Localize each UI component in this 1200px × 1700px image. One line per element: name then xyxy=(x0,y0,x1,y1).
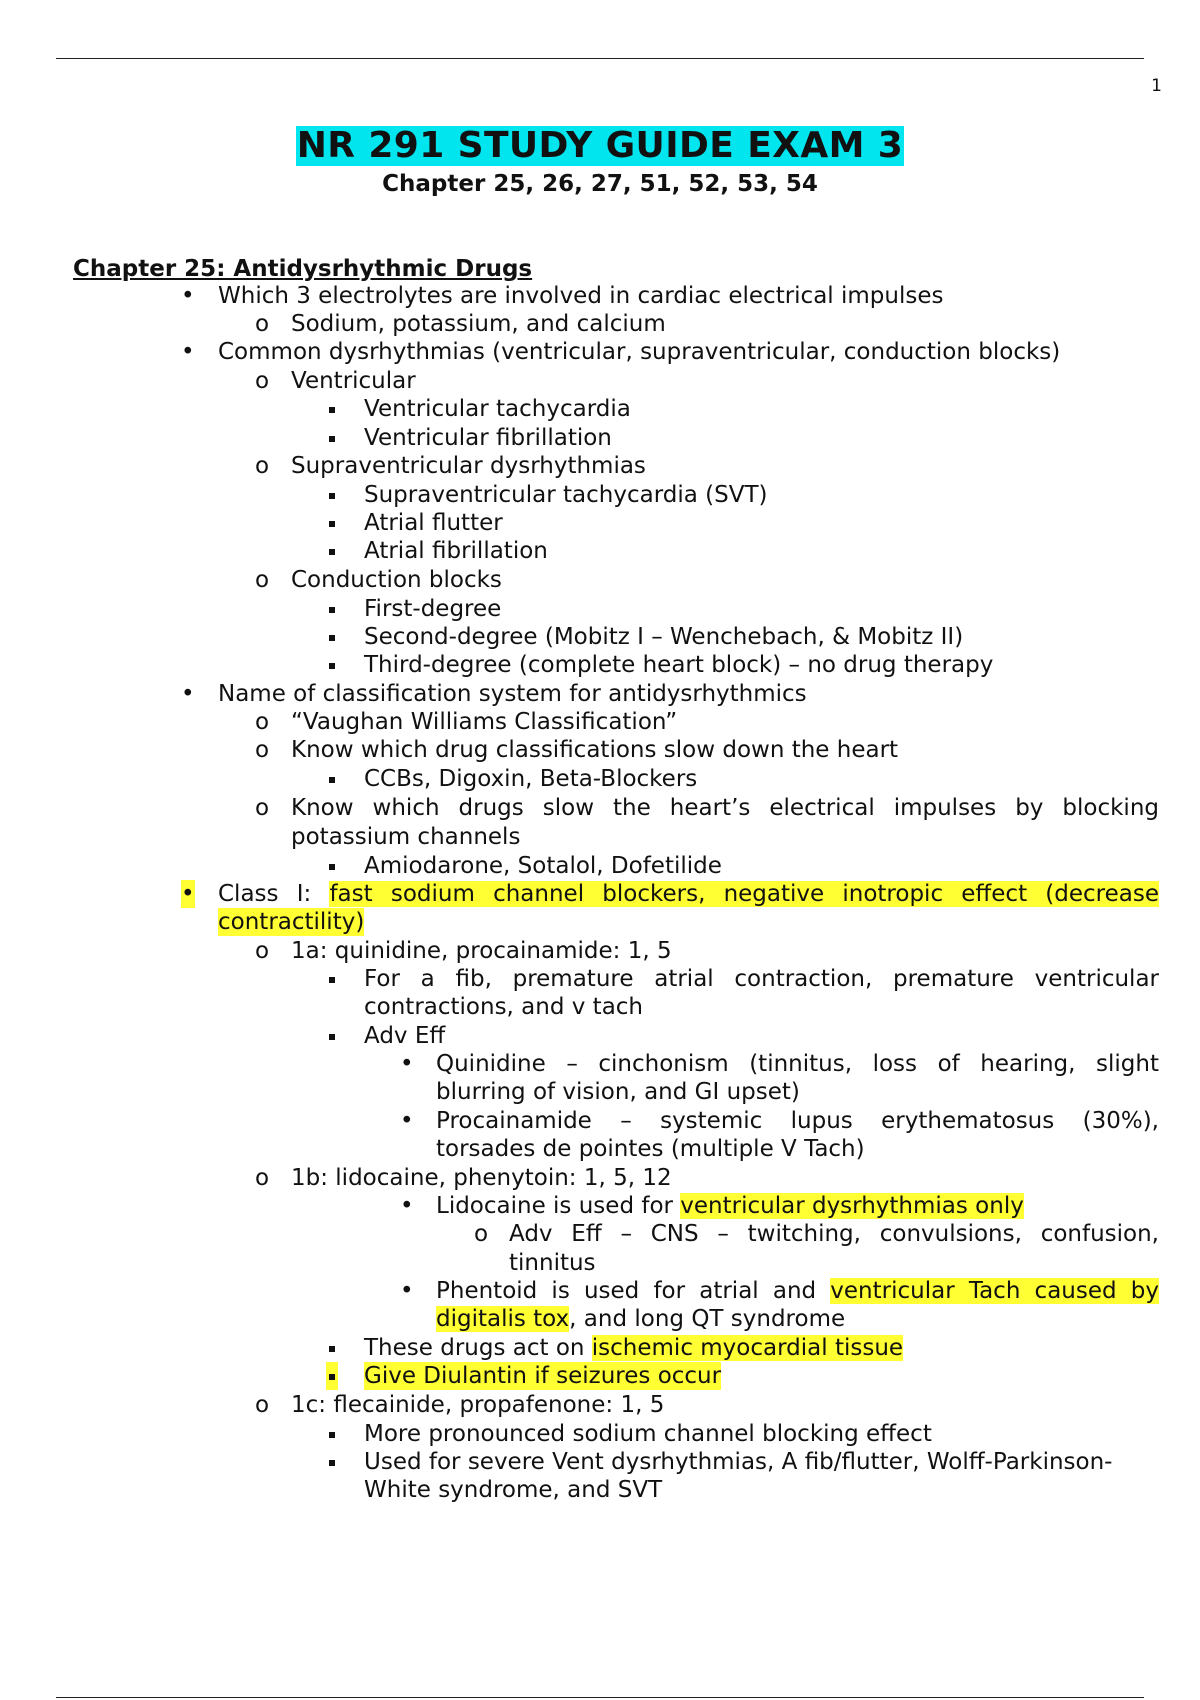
list-item: Ventricular tachycardia xyxy=(364,396,631,422)
list-item-continuation xyxy=(436,1305,845,1333)
disc-bullet-icon: • xyxy=(400,1051,414,1077)
disc-bullet-icon: • xyxy=(400,1193,414,1219)
square-bullet-icon xyxy=(329,424,335,452)
list-item: Supraventricular tachycardia (SVT) xyxy=(364,482,768,508)
circle-bullet-icon: o xyxy=(255,709,270,735)
list-item xyxy=(436,1192,1024,1220)
list-item: “Vaughan Williams Classification” xyxy=(291,709,678,735)
circle-bullet-icon: o xyxy=(255,938,270,964)
square-bullet-icon xyxy=(329,1448,335,1476)
header-rule xyxy=(56,58,1144,59)
list-item: Ventricular xyxy=(291,368,416,394)
square-bullet-icon xyxy=(329,509,335,537)
list-item xyxy=(436,1277,1159,1305)
page-number: 1 xyxy=(1151,76,1162,96)
highlighted-text: ischemic myocardial tissue xyxy=(591,1335,904,1361)
list-item: Adv Eff – CNS – twitching, convulsions, confusion, xyxy=(509,1221,1159,1247)
footer-rule xyxy=(56,1697,1144,1698)
disc-bullet-icon: • xyxy=(181,283,195,309)
circle-bullet-icon: o xyxy=(255,567,270,593)
circle-bullet-icon: o xyxy=(255,737,270,763)
list-item: Supraventricular dysrhythmias xyxy=(291,453,646,479)
list-item: Second-degree (Mobitz I – Wenchebach, & Mobitz II) xyxy=(364,624,964,650)
disc-bullet-icon: • xyxy=(181,881,195,907)
disc-bullet-icon: • xyxy=(400,1278,414,1304)
list-item: Amiodarone, Sotalol, Dofetilide xyxy=(364,853,722,879)
square-bullet-icon xyxy=(326,1362,338,1390)
list-item: Common dysrhythmias (ventricular, supraventricular, conduction blocks) xyxy=(218,339,1061,365)
list-item-continuation: contractions, and v tach xyxy=(364,994,644,1020)
highlighted-text: ventricular Tach caused by xyxy=(830,1278,1159,1304)
square-bullet-icon xyxy=(329,765,335,793)
square-bullet-icon xyxy=(329,1334,335,1362)
list-item: Quinidine – cinchonism (tinnitus, loss of hearing, slight xyxy=(436,1051,1159,1077)
list-item: Conduction blocks xyxy=(291,567,502,593)
circle-bullet-icon: o xyxy=(255,795,270,821)
square-bullet-icon xyxy=(329,1022,335,1050)
list-item: Name of classification system for antidysrhythmics xyxy=(218,681,807,707)
highlighted-text: contractility) xyxy=(218,909,365,935)
highlighted-text: ventricular dysrhythmias only xyxy=(680,1193,1024,1219)
list-item: Ventricular fibrillation xyxy=(364,425,612,451)
list-item xyxy=(218,880,1159,908)
list-item: Third-degree (complete heart block) – no drug therapy xyxy=(364,652,994,678)
circle-bullet-icon: o xyxy=(255,453,270,479)
disc-bullet-icon: • xyxy=(181,681,195,707)
square-bullet-icon xyxy=(329,595,335,623)
list-item: For a fib, premature atrial contraction, premature ventricular xyxy=(364,966,1159,992)
list-item: Used for severe Vent dysrhythmias, A fib/flutter, Wolff-Parkinson- xyxy=(364,1449,1113,1475)
document-subtitle: Chapter 25, 26, 27, 51, 52, 53, 54 xyxy=(382,171,818,197)
plain-text: These drugs act on xyxy=(364,1335,585,1361)
square-bullet-icon xyxy=(329,623,335,651)
circle-bullet-icon: o xyxy=(255,1392,270,1418)
circle-bullet-icon: o xyxy=(255,1165,270,1191)
square-bullet-icon xyxy=(329,852,335,880)
title-block xyxy=(0,126,1200,166)
list-item-continuation: tinnitus xyxy=(509,1250,596,1276)
highlighted-text: digitalis tox xyxy=(436,1306,570,1332)
disc-bullet-icon: • xyxy=(181,339,195,365)
list-item: First-degree xyxy=(364,596,502,622)
circle-bullet-icon: o xyxy=(474,1221,489,1247)
square-bullet-icon xyxy=(329,395,335,423)
square-bullet-icon xyxy=(329,537,335,565)
square-bullet-icon xyxy=(329,965,335,993)
class-label: Class I: xyxy=(218,881,312,907)
list-item-continuation: potassium channels xyxy=(291,824,521,850)
list-item: Know which drug classifications slow down the heart xyxy=(291,737,899,763)
list-item: CCBs, Digoxin, Beta-Blockers xyxy=(364,766,698,792)
square-bullet-icon xyxy=(329,481,335,509)
list-item: 1c: flecainide, propafenone: 1, 5 xyxy=(291,1392,665,1418)
disc-bullet-icon: • xyxy=(400,1108,414,1134)
square-bullet-icon xyxy=(329,651,335,679)
plain-text: Phentoid is used for atrial and xyxy=(436,1278,817,1304)
circle-bullet-icon: o xyxy=(255,311,270,337)
list-item xyxy=(364,1334,903,1362)
list-item: Know which drugs slow the heart’s electrical impulses by blocking xyxy=(291,795,1159,821)
list-item: Adv Eff xyxy=(364,1023,446,1049)
list-item: Sodium, potassium, and calcium xyxy=(291,311,666,337)
list-item: 1b: lidocaine, phenytoin: 1, 5, 12 xyxy=(291,1165,672,1191)
list-item: Atrial flutter xyxy=(364,510,503,536)
list-item: Which 3 electrolytes are involved in cardiac electrical impulses xyxy=(218,283,944,309)
list-item-continuation: White syndrome, and SVT xyxy=(364,1477,663,1503)
list-item: More pronounced sodium channel blocking effect xyxy=(364,1421,932,1447)
list-item-continuation: torsades de pointes (multiple V Tach) xyxy=(436,1136,865,1162)
plain-text: , and long QT syndrome xyxy=(569,1306,846,1332)
list-item: Procainamide – systemic lupus erythematosus (30%), xyxy=(436,1108,1159,1134)
list-item-continuation: blurring of vision, and GI upset) xyxy=(436,1079,800,1105)
document-title: NR 291 STUDY GUIDE EXAM 3 xyxy=(296,125,904,166)
list-item: Atrial fibrillation xyxy=(364,538,548,564)
plain-text: Lidocaine is used for xyxy=(436,1193,673,1219)
chapter-heading: Chapter 25: Antidysrhythmic Drugs xyxy=(73,256,533,282)
list-item: 1a: quinidine, procainamide: 1, 5 xyxy=(291,938,672,964)
circle-bullet-icon: o xyxy=(255,368,270,394)
highlighted-text: Give Diulantin if seizures occur xyxy=(364,1363,722,1389)
square-bullet-icon xyxy=(329,1420,335,1448)
highlighted-text: fast sodium channel blockers, negative inotropic effect (decrease xyxy=(329,881,1159,907)
